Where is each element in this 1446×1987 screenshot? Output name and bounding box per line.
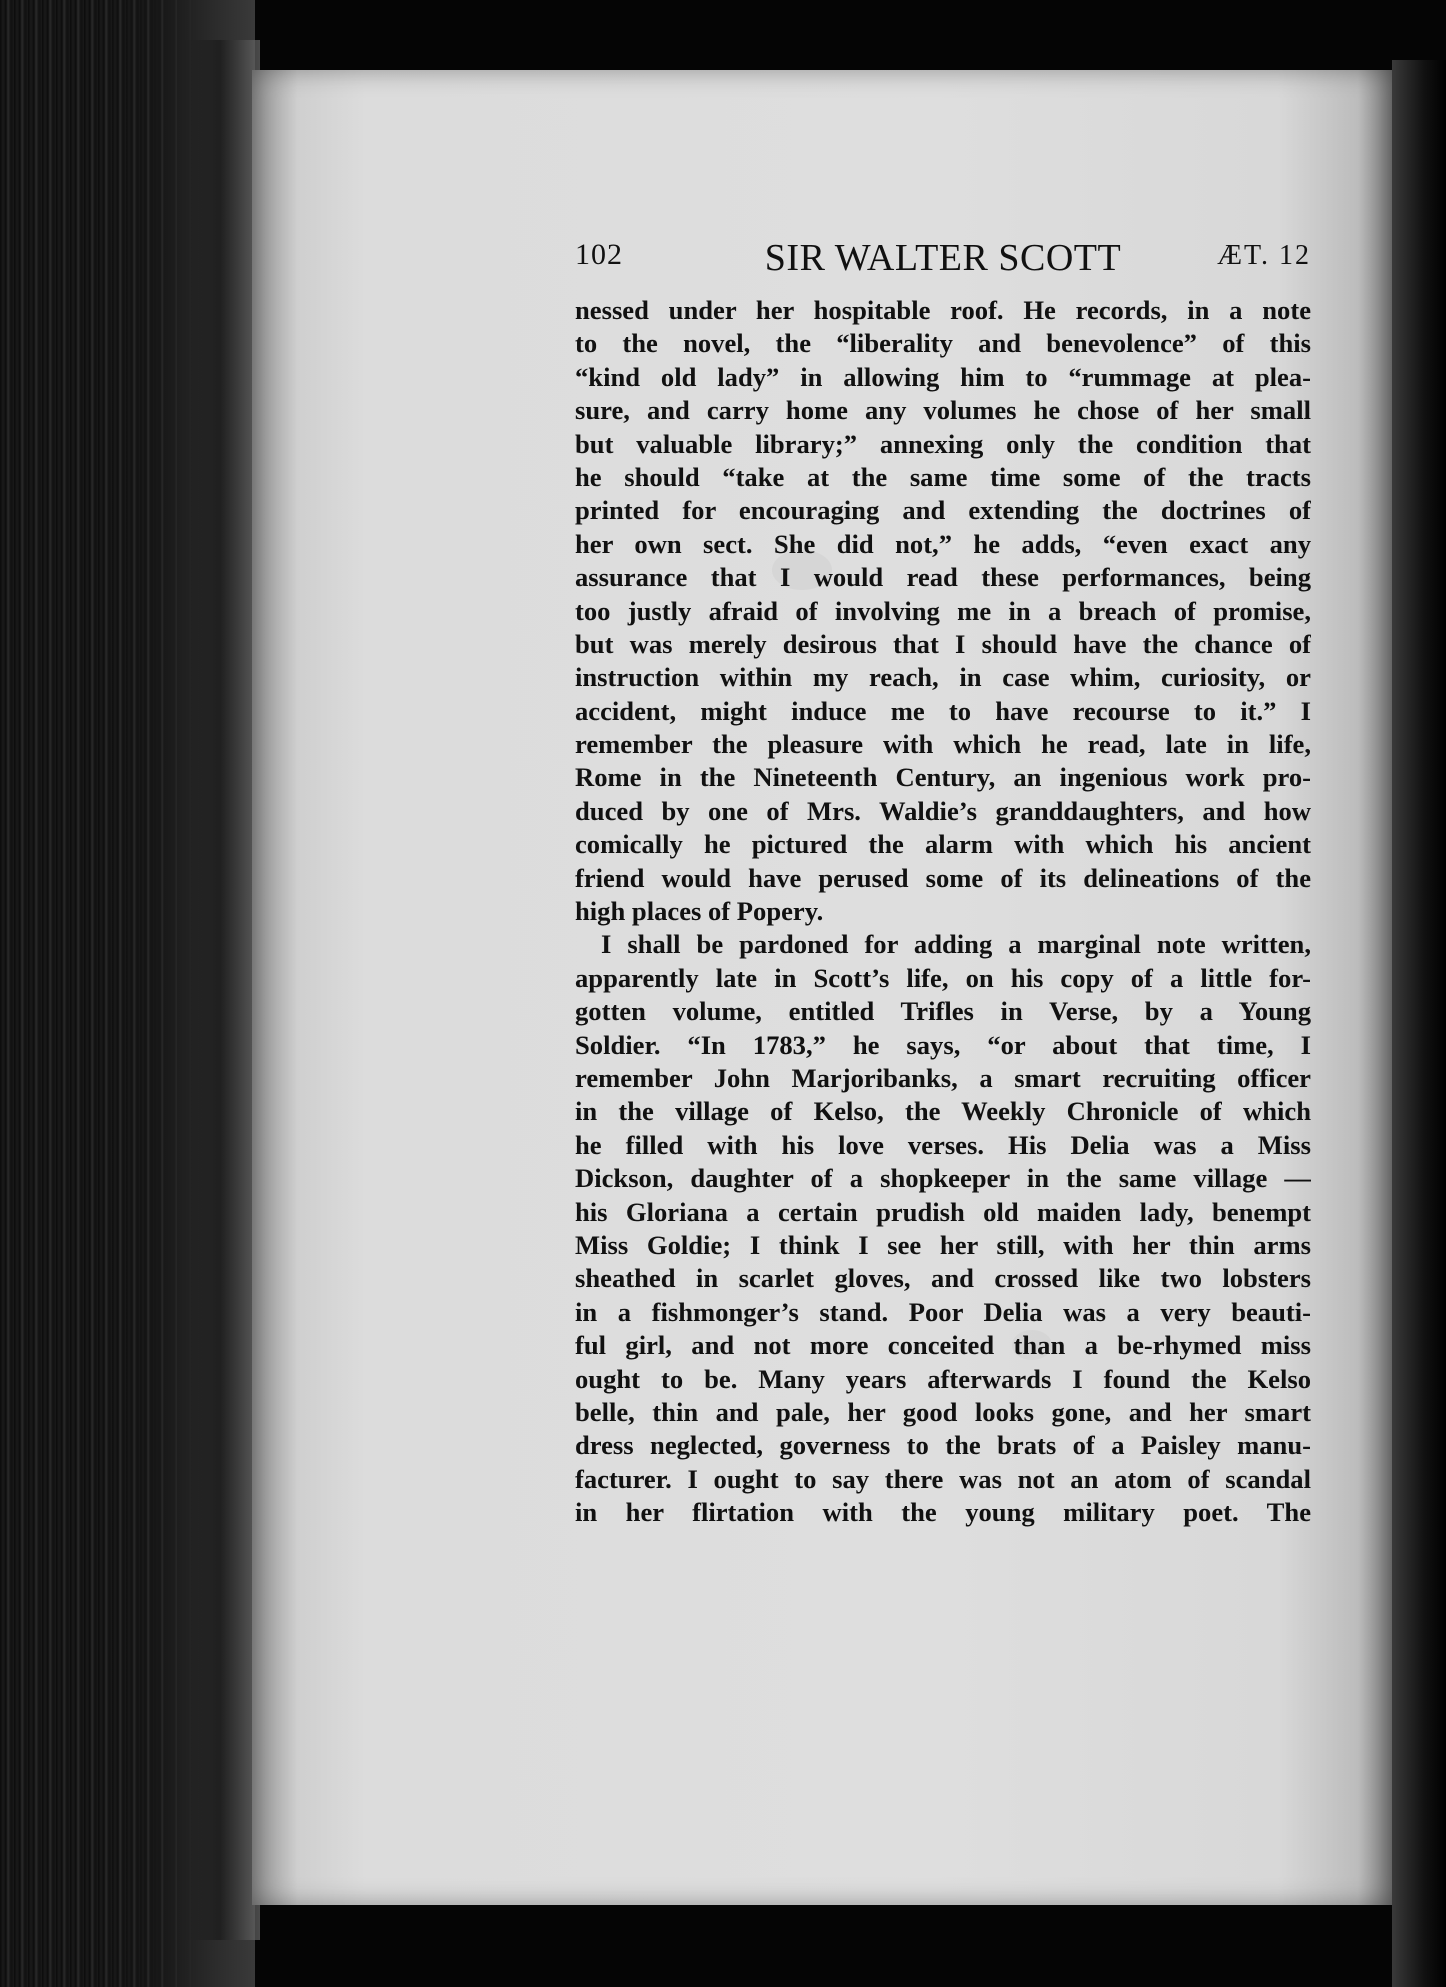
text-line: but was merely desirous that I should have the chance of: [575, 628, 1311, 659]
text-line: ought to be. Many years afterwards I found the Kelso: [575, 1363, 1311, 1394]
text-line: he filled with his love verses. His Delia was a Miss: [575, 1129, 1311, 1160]
text-line: printed for encouraging and extending the doctrines of: [575, 495, 1311, 526]
text-line: instruction within my reach, in case whim, curiosity, or: [575, 662, 1311, 693]
text-line: comically he pictured the alarm with which his ancient: [575, 829, 1311, 860]
text-line: Miss Goldie; I think I see her still, with her thin arms: [575, 1229, 1311, 1260]
text-line: in the village of Kelso, the Weekly Chronicle of which: [575, 1096, 1311, 1127]
paragraph-end-line: high places of Popery.: [575, 896, 824, 927]
text-line: “kind old lady” in allowing him to “rummage at plea-: [575, 361, 1311, 392]
text-line: his Gloriana a certain prudish old maiden lady, benempt: [575, 1196, 1311, 1227]
body-text: [575, 294, 1311, 1529]
page-right-edge: [1392, 60, 1446, 1987]
text-line: but valuable library;” annexing only the condition that: [575, 428, 1311, 459]
text-line: to the novel, the “liberality and benevolence” of this: [575, 328, 1311, 359]
running-title: SIR WALTER SCOTT: [764, 237, 1122, 279]
text-line: in a fishmonger’s stand. Poor Delia was a very beauti-: [575, 1296, 1311, 1327]
page-number: 102: [575, 238, 623, 271]
text-line: gotten volume, entitled Trifles in Verse, by a Young: [575, 996, 1311, 1027]
text-line: remember the pleasure with which he read, late in life,: [575, 729, 1311, 760]
age-marker: ÆT. 12: [1217, 240, 1311, 271]
text-line: in her flirtation with the young military poet. The: [575, 1497, 1311, 1528]
paragraph-start-line: I shall be pardoned for adding a marginal note written,: [601, 929, 1311, 960]
gutter-shadow: [180, 40, 260, 1940]
text-line: Rome in the Nineteenth Century, an ingenious work pro-: [575, 762, 1311, 793]
text-line: Soldier. “In 1783,” he says, “or about that time, I: [575, 1029, 1311, 1060]
text-line: accident, might induce me to have recourse to it.” I: [575, 695, 1311, 726]
text-line: facturer. I ought to say there was not an atom of scandal: [575, 1463, 1311, 1494]
text-line: belle, thin and pale, her good looks gone, and her smart: [575, 1396, 1311, 1427]
text-line: sheathed in scarlet gloves, and crossed like two lobsters: [575, 1263, 1311, 1294]
text-line: friend would have perused some of its delineations of the: [575, 862, 1311, 893]
running-header: [575, 236, 1311, 286]
text-line: too justly afraid of involving me in a breach of promise,: [575, 595, 1311, 626]
text-line: ful girl, and not more conceited than a be-rhymed miss: [575, 1330, 1311, 1361]
text-line: he should “take at the same time some of the tracts: [575, 461, 1311, 492]
text-line: her own sect. She did not,” he adds, “even exact any: [575, 528, 1311, 559]
text-line: remember John Marjoribanks, a smart recruiting officer: [575, 1062, 1311, 1093]
text-line: apparently late in Scott’s life, on his copy of a little for-: [575, 962, 1311, 993]
text-line: nessed under her hospitable roof. He records, in a note: [575, 295, 1311, 325]
text-line: sure, and carry home any volumes he chose of her small: [575, 395, 1311, 426]
text-line: dress neglected, governess to the brats of a Paisley manu-: [575, 1430, 1311, 1461]
text-line: Dickson, daughter of a shopkeeper in the same village —: [575, 1163, 1311, 1194]
text-line: assurance that I would read these performances, being: [575, 562, 1311, 593]
text-line: duced by one of Mrs. Waldie’s granddaughters, and how: [575, 795, 1311, 826]
